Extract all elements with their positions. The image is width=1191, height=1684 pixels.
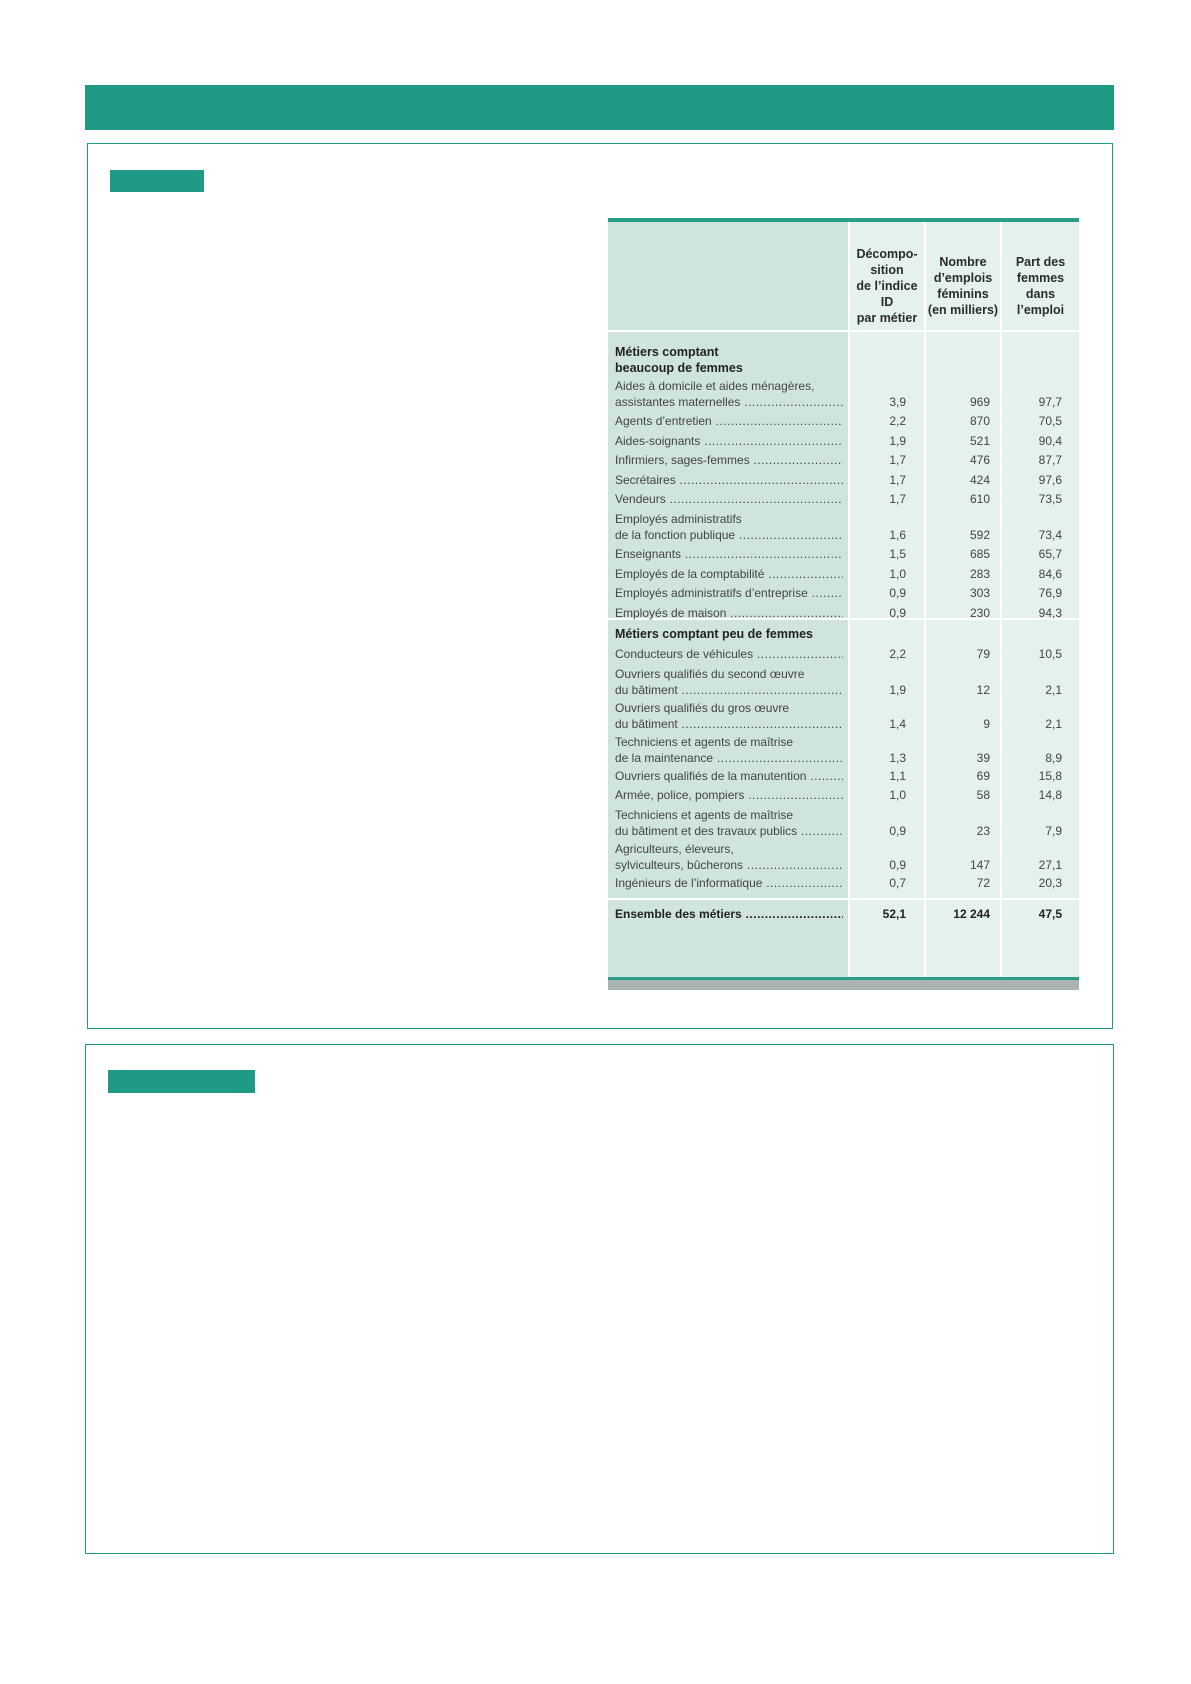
row-value-part: 70,5	[1038, 414, 1062, 428]
row-value-decomposition: 0,9	[889, 857, 906, 872]
row-value-part: 97,6	[1038, 472, 1062, 487]
row-label: Employés de maison .....	[615, 605, 843, 621]
row-label-line1: Aides à domicile et aides ménagères,	[615, 379, 815, 393]
row-value-part: 8,9	[1045, 750, 1062, 765]
figure-tag	[110, 170, 204, 192]
row-value-decomposition: 1,9	[889, 433, 906, 448]
row-label: sylviculteurs, bûcherons .....	[615, 857, 843, 873]
horizontal-scrollbar[interactable]	[608, 980, 1079, 990]
row-label: Employés de la comptabilité .....	[615, 566, 843, 582]
row-value-part: 73,5	[1038, 492, 1062, 507]
row-value-part: 90,4	[1038, 433, 1062, 448]
row-value-decomposition: 1,7	[889, 453, 906, 468]
row-value-decomposition: 1,5	[889, 547, 906, 561]
row-label: Conducteurs de véhicules .....	[615, 646, 843, 662]
row-value-emplois: 69	[976, 768, 990, 783]
column-header-decomposition: Décompo- sition de l’indice ID par métier	[856, 247, 918, 325]
row-value-decomposition: 1,7	[889, 492, 906, 507]
row-value-part: 2,1	[1045, 716, 1062, 731]
row-value-part: 84,6	[1038, 566, 1062, 581]
row-label: de la maintenance .....	[615, 750, 843, 766]
header-separator	[608, 330, 1079, 332]
row-value-emplois: 230	[969, 605, 990, 620]
row-value-decomposition: 1,1	[889, 768, 906, 783]
figure-panel	[87, 143, 1113, 1029]
row-value-decomposition: 2,2	[889, 647, 906, 661]
row-label: du bâtiment .....	[615, 716, 843, 732]
row-value-emplois: 685	[969, 547, 990, 561]
top-banner	[85, 85, 1114, 130]
row-value-emplois: 610	[969, 492, 990, 507]
source-panel	[85, 1044, 1114, 1554]
row-label: Secrétaires .....	[615, 472, 843, 488]
row-value-decomposition: 1,3	[889, 750, 906, 765]
row-value-part: 27,1	[1038, 857, 1062, 872]
row-value-emplois: 592	[969, 528, 990, 542]
row-label: Ouvriers qualifiés de la manutention .....	[615, 768, 843, 784]
row-label-line1: Employés administratifs	[615, 512, 742, 526]
row-label-line1: Agriculteurs, éleveurs,	[615, 841, 734, 856]
row-label-line1: Techniciens et agents de maîtrise	[615, 734, 794, 749]
row-label: assistantes maternelles .....	[615, 394, 843, 410]
row-value-decomposition: 3,9	[889, 395, 906, 409]
row-value-emplois: 424	[969, 472, 990, 487]
row-value-emplois: 969	[969, 395, 990, 409]
row-label: Vendeurs .....	[615, 491, 843, 507]
row-value-decomposition: 0,9	[889, 605, 906, 620]
row-value-part: 87,7	[1038, 453, 1062, 468]
row-value-part: 14,8	[1038, 788, 1062, 803]
column-header-part: Part des femmes dans l’emploi	[1015, 255, 1066, 317]
row-value-part: 15,8	[1038, 768, 1062, 783]
row-value-decomposition: 0,9	[889, 823, 906, 838]
row-label-line1: Techniciens et agents de maîtrise	[615, 807, 794, 822]
row-value-emplois: 23	[976, 823, 990, 838]
row-value-part: 76,9	[1038, 586, 1062, 601]
row-value-part: 65,7	[1038, 547, 1062, 561]
row-value-emplois: 12	[976, 682, 990, 697]
row-value-decomposition: 1,9	[889, 682, 906, 697]
row-value-decomposition: 1,4	[889, 716, 906, 731]
row-value-emplois: 476	[969, 453, 990, 468]
section-heading-few: Métiers comptant peu de femmes	[615, 627, 813, 641]
row-value-decomposition: 0,9	[889, 586, 906, 601]
row-value-part: 97,7	[1038, 395, 1062, 409]
row-value-part: 2,1	[1045, 682, 1062, 697]
row-value-decomposition: 1,0	[889, 788, 906, 803]
row-value-decomposition: 1,0	[889, 566, 906, 581]
row-label: de la fonction publique .....	[615, 527, 843, 543]
row-label: Employés administratifs d’entreprise .....	[615, 585, 843, 601]
row-value-decomposition: 2,2	[889, 414, 906, 428]
row-value-emplois: 283	[969, 566, 990, 581]
row-value-emplois: 79	[976, 647, 990, 661]
data-table	[608, 218, 1079, 990]
row-label: Ingénieurs de l’informatique .....	[615, 875, 843, 891]
source-tag	[108, 1070, 255, 1093]
total-decomposition: 52,1	[882, 907, 906, 921]
total-separator	[608, 898, 1079, 900]
row-value-part: 7,9	[1045, 823, 1062, 838]
row-value-decomposition: 0,7	[889, 875, 906, 890]
row-label: Aides-soignants .....	[615, 433, 843, 449]
row-label: du bâtiment .....	[615, 682, 843, 698]
row-value-part: 94,3	[1038, 605, 1062, 620]
row-value-part: 10,5	[1038, 647, 1062, 661]
row-label: Infirmiers, sages-femmes .....	[615, 452, 843, 468]
section-heading-many: Métiers comptant beaucoup de femmes	[615, 345, 743, 375]
row-value-emplois: 72	[976, 875, 990, 890]
row-value-emplois: 870	[969, 414, 990, 428]
row-value-emplois: 303	[969, 586, 990, 601]
row-label: Armée, police, pompiers .....	[615, 787, 843, 803]
total-emplois: 12 244	[953, 907, 990, 921]
row-value-emplois: 521	[969, 433, 990, 448]
row-label-line1: Ouvriers qualifiés du gros œuvre	[615, 700, 790, 715]
row-value-emplois: 39	[976, 750, 990, 765]
row-value-decomposition: 1,7	[889, 472, 906, 487]
row-value-decomposition: 1,6	[889, 528, 906, 542]
total-label: Ensemble des métiers .....	[615, 906, 843, 922]
total-part: 47,5	[1038, 907, 1062, 921]
row-value-emplois: 58	[976, 788, 990, 803]
row-label: Enseignants .....	[615, 546, 843, 562]
row-label-line1: Ouvriers qualifiés du second œuvre	[615, 666, 805, 681]
row-value-emplois: 147	[969, 857, 990, 872]
row-value-emplois: 9	[983, 716, 990, 731]
row-label: du bâtiment et des travaux publics .....	[615, 823, 843, 839]
row-value-part: 20,3	[1038, 875, 1062, 890]
row-value-part: 73,4	[1038, 528, 1062, 542]
column-header-emplois: Nombre d’emplois féminins (en milliers)	[927, 255, 999, 317]
row-label: Agents d’entretien .....	[615, 413, 843, 429]
